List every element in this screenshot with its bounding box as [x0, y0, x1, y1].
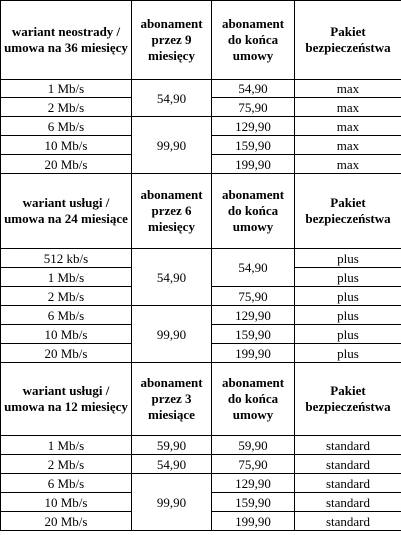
package-cell: max [295, 155, 401, 174]
package-cell: plus [295, 325, 401, 344]
full-fee-cell: 75,90 [212, 287, 295, 306]
speed-cell: 1 Mb/s [1, 268, 132, 287]
speed-cell: 20 Mb/s [1, 344, 132, 363]
table-row [1, 474, 401, 493]
full-fee-cell: 75,90 [212, 98, 295, 117]
package-cell: plus [295, 306, 401, 325]
full-fee-cell: 129,90 [212, 306, 295, 325]
speed-cell: 2 Mb/s [1, 287, 132, 306]
table-row [1, 306, 401, 325]
package-cell: max [295, 98, 401, 117]
full-fee-cell: 129,90 [212, 117, 295, 136]
header-full-fee: abonament do końca umowy [212, 1, 295, 80]
section-header-row [1, 363, 401, 436]
package-cell: plus [295, 268, 401, 287]
speed-cell: 10 Mb/s [1, 136, 132, 155]
promo-fee-cell: 99,90 [132, 117, 212, 174]
section-header-row [1, 174, 401, 249]
full-fee-cell: 199,90 [212, 344, 295, 363]
full-fee-cell: 159,90 [212, 493, 295, 512]
speed-cell: 512 kb/s [1, 249, 132, 268]
package-cell: standard [295, 474, 401, 493]
full-fee-cell: 54,90 [212, 249, 295, 287]
header-security-package: Pakiet bezpieczeństwa [295, 174, 401, 249]
speed-cell: 6 Mb/s [1, 306, 132, 325]
header-security-package: Pakiet bezpieczeństwa [295, 363, 401, 436]
table-row [1, 117, 401, 136]
header-variant: wariant usługi / umowa na 24 miesiące [1, 174, 132, 249]
header-variant: wariant usługi / umowa na 12 miesięcy [1, 363, 132, 436]
speed-cell: 10 Mb/s [1, 493, 132, 512]
package-cell: plus [295, 249, 401, 268]
speed-cell: 6 Mb/s [1, 474, 132, 493]
package-cell: standard [295, 436, 401, 455]
promo-fee-cell: 54,90 [132, 249, 212, 306]
package-cell: standard [295, 512, 401, 531]
speed-cell: 20 Mb/s [1, 155, 132, 174]
package-cell: standard [295, 493, 401, 512]
full-fee-cell: 129,90 [212, 474, 295, 493]
header-promo-fee: abonament przez 6 miesięcy [132, 174, 212, 249]
section-header-row [1, 1, 401, 80]
full-fee-cell: 54,90 [212, 80, 295, 98]
speed-cell: 1 Mb/s [1, 80, 132, 98]
promo-fee-cell: 54,90 [132, 80, 212, 117]
package-cell: max [295, 117, 401, 136]
table-row [1, 80, 401, 98]
speed-cell: 1 Mb/s [1, 436, 132, 455]
table-row [1, 249, 401, 268]
promo-fee-cell: 59,90 [132, 436, 212, 455]
speed-cell: 6 Mb/s [1, 117, 132, 136]
speed-cell: 2 Mb/s [1, 455, 132, 474]
speed-cell: 2 Mb/s [1, 98, 132, 117]
full-fee-cell: 75,90 [212, 455, 295, 474]
full-fee-cell: 159,90 [212, 136, 295, 155]
full-fee-cell: 59,90 [212, 436, 295, 455]
table-row [1, 455, 401, 474]
header-variant: wariant neostrady / umowa na 36 miesięcy [1, 1, 132, 80]
package-cell: max [295, 136, 401, 155]
promo-fee-cell: 99,90 [132, 306, 212, 363]
header-full-fee: abonament do końca umowy [212, 174, 295, 249]
header-security-package: Pakiet bezpieczeństwa [295, 1, 401, 80]
speed-cell: 10 Mb/s [1, 325, 132, 344]
package-cell: standard [295, 455, 401, 474]
promo-fee-cell: 99,90 [132, 474, 212, 531]
full-fee-cell: 199,90 [212, 155, 295, 174]
full-fee-cell: 159,90 [212, 325, 295, 344]
full-fee-cell: 199,90 [212, 512, 295, 531]
header-promo-fee: abonament przez 3 miesiące [132, 363, 212, 436]
package-cell: max [295, 80, 401, 98]
header-promo-fee: abonament przez 9 miesięcy [132, 1, 212, 80]
speed-cell: 20 Mb/s [1, 512, 132, 531]
package-cell: plus [295, 344, 401, 363]
promo-fee-cell: 54,90 [132, 455, 212, 474]
header-full-fee: abonament do końca umowy [212, 363, 295, 436]
package-cell: plus [295, 287, 401, 306]
table-row [1, 436, 401, 455]
